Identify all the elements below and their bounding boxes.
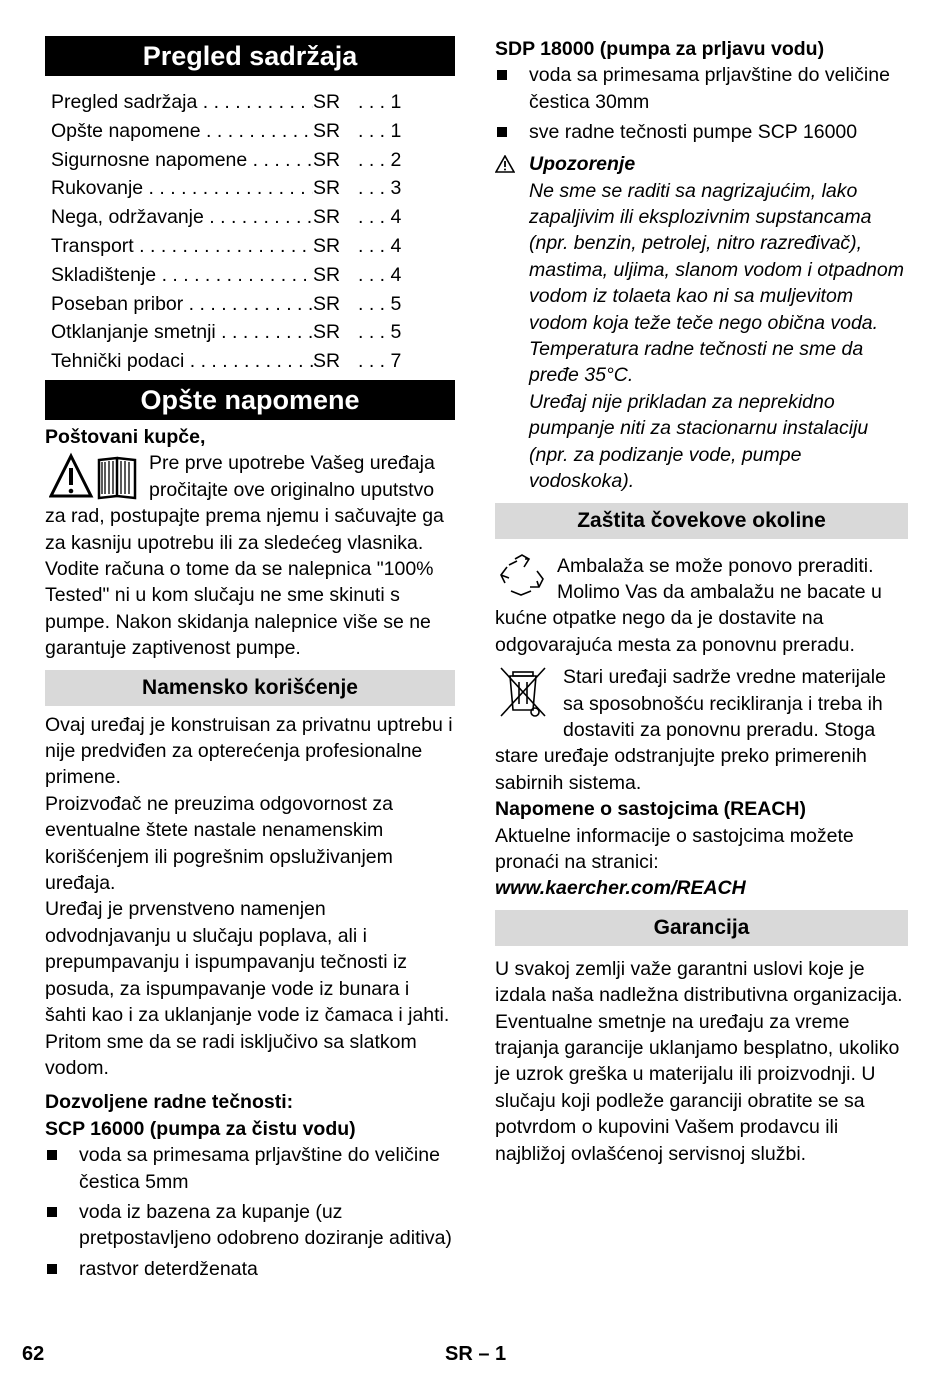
toc-page: . . . 1 xyxy=(358,91,402,113)
toc-row[interactable] xyxy=(51,117,455,146)
toc-heading: Pregled sadržaja xyxy=(45,36,455,76)
right-column xyxy=(495,36,908,1167)
env-block-1 xyxy=(495,553,908,659)
warning-header xyxy=(495,150,908,178)
toc-page: . . . 3 xyxy=(358,177,402,200)
toc-title: Tehnički podaci . . . xyxy=(51,347,313,376)
toc-title: Sigurnosne napomene . . . xyxy=(51,146,313,175)
toc-title: Pregled sadržaja . . . xyxy=(51,88,313,117)
warning-title: Upozorenje xyxy=(529,152,636,175)
toc-row[interactable] xyxy=(51,88,455,117)
list-item: sve radne tečnosti pumpe SCP 16000 xyxy=(495,119,908,145)
toc-page: . . . 2 xyxy=(358,148,402,171)
warranty-text: U svakoj zemlji važe garantni uslovi koje je izdala naša nadležna distributivna organizacija. Eventualne smetnje na uređaju za vreme trajanja garancije uklanjamo besplatno, ukoliko je uzrok greška u materijalu ili proizvodnji. U slučaju koji podleže garanciji obratite se sa potvrdom o kupovini Vašem prodavcu ili najbližoj ovlašćenoj servisnoj službi. xyxy=(495,957,903,1165)
toc-lang: SR xyxy=(313,148,341,171)
sdp-heading: SDP 18000 (pumpa za prljavu vodu) xyxy=(495,38,825,60)
toc-row[interactable] xyxy=(51,203,455,232)
toc-title: Otklanjanje smetnji . . . xyxy=(51,318,313,347)
reach-heading: Napomene o sastojcima (REACH) xyxy=(495,798,806,821)
env-p1: Ambalaža se može ponovo preraditi. Molimo Vas da ambalažu ne bacate u kućne otpatke nego da je dostavite na odgovarajuća mesta za ponovnu preradu. xyxy=(495,554,882,656)
toc-title: Opšte napomene . . . xyxy=(51,117,313,146)
left-column xyxy=(45,36,455,1286)
crossed-bin-icon xyxy=(497,664,549,720)
toc-lang: SR xyxy=(313,350,341,373)
warning-p2: Uređaj nije prikladan za neprekidno pumpanje niti za stacionarnu instalaciju (npr. za podizanje vode, pumpe vodoskoka). xyxy=(529,390,869,493)
toc-row[interactable] xyxy=(51,174,455,203)
toc-page: . . . 1 xyxy=(358,119,402,142)
warranty-heading: Garancija xyxy=(495,910,908,946)
env-p2: Stari uređaji sadrže vredne materijale sa sposobnošću recikliranja i treba ih dostaviti za ponovnu preradu. Stoga stare uređaje odstranjujte preko primerenih sabirnih sistema. xyxy=(495,666,886,794)
toc-title: Poseban pribor . . . xyxy=(51,290,313,319)
toc-lang: SR xyxy=(313,292,341,315)
table-of-contents xyxy=(51,88,455,376)
scp-list xyxy=(45,1142,455,1282)
intro-text: Pre prve upotrebe Vašeg uređaja pročitajte ove originalno uputstvo za rad, postupajte prema njemu i sačuvajte ga za kasniju upotrebu ili za sledećeg vlasnika. xyxy=(45,452,444,554)
general-heading: Opšte napomene xyxy=(45,380,455,420)
toc-page: . . . 4 xyxy=(358,263,402,286)
toc-row[interactable] xyxy=(51,261,455,290)
toc-page: . . . 5 xyxy=(358,292,402,315)
toc-lang: SR xyxy=(313,91,341,113)
list-item: voda sa primesama prljavštine do veličine čestica 30mm xyxy=(495,62,908,115)
toc-row[interactable] xyxy=(51,347,455,376)
toc-row[interactable] xyxy=(51,146,455,175)
toc-lang: SR xyxy=(313,119,341,142)
warning-icon xyxy=(495,155,515,173)
intended-p1: Ovaj uređaj je konstruisan za privatnu uptrebu i nije predviđen za opterećenja profesionalne primene. xyxy=(45,713,453,789)
list-item: voda iz bazena za kupanje (uz pretpostavljeno odobreno doziranje aditiva) xyxy=(45,1199,455,1252)
toc-row[interactable] xyxy=(51,318,455,347)
toc-title: Rukovanje . . . xyxy=(51,174,313,203)
toc-page: . . . 4 xyxy=(358,206,402,229)
warning-manual-icon xyxy=(49,452,143,502)
toc-title: Skladištenje . . . xyxy=(51,261,313,290)
toc-title: Nega, održavanje . . . xyxy=(51,203,313,232)
reach-link[interactable]: www.kaercher.com/REACH xyxy=(495,877,746,900)
toc-title: Transport . . . xyxy=(51,232,313,261)
toc-lang: SR xyxy=(313,321,341,344)
intended-heading: Namensko korišćenje xyxy=(45,670,455,706)
toc-lang: SR xyxy=(313,263,341,286)
intro-block xyxy=(45,450,455,556)
intended-p3: Uređaj je prvenstveno namenjen odvodnjavanju u slučaju poplava, ali i prepumpavanju i ispumpavanju tečnosti iz posuda, za ispumpavanje vode iz bunara i šahti kao i za uklanjanje vode iz čamaca i jahti. Pritom sme da se radi isključivo sa slatkom vodom. xyxy=(45,898,450,1079)
list-item: rastvor deterdženata xyxy=(45,1256,455,1282)
env-heading: Zaštita čovekove okoline xyxy=(495,503,908,539)
toc-page: . . . 5 xyxy=(358,321,402,344)
dear-customer: Poštovani kupče, xyxy=(45,425,206,448)
list-item: voda sa primesama prljavštine do veličine čestica 5mm xyxy=(45,1142,455,1195)
env-block-2 xyxy=(495,664,908,796)
scp-heading: SCP 16000 (pumpa za čistu vodu) xyxy=(45,1117,356,1140)
toc-lang: SR xyxy=(313,177,341,200)
section-label: SR – 1 xyxy=(445,1343,507,1365)
toc-row[interactable] xyxy=(51,232,455,261)
toc-page: . . . 7 xyxy=(358,350,402,373)
recycle-icon xyxy=(497,553,547,599)
reach-text: Aktuelne informacije o sastojcima možete pronaći na stranici: xyxy=(495,824,854,873)
warning-p1: Ne sme se raditi sa nagrizajućim, lako zapaljivim ili eksplozivnim supstancama (npr. benzin, petrolej, nitro razređivač), mastima, uljima, slanom vodom i otpadnom vodom iz tolaeta kao ni sa muljevitom vodom koja teže teče nego obična voda. Temperatura radne tečnosti ne sme da pređe 35°C. xyxy=(529,179,904,387)
toc-row[interactable] xyxy=(51,290,455,319)
tested-text: Vodite računa o tome da se nalepnica "100% Tested" ni u kom slučaju ne sme skinuti s pumpe. Nakon skidanja nalepnice više se ne garantuje zaptivenost pumpe. xyxy=(45,558,434,660)
sdp-list xyxy=(495,62,908,145)
fluids-heading: Dozvoljene radne tečnosti: xyxy=(45,1091,294,1114)
toc-lang: SR xyxy=(313,206,341,229)
page-number: 62 xyxy=(22,1343,45,1365)
toc-lang: SR xyxy=(313,234,341,257)
toc-page: . . . 4 xyxy=(358,234,402,257)
intended-p2: Proizvođač ne preuzima odgovornost za eventualne štete nastale nenamenskim korišćenjem ili pogrešnim opsluživanjem uređaja. xyxy=(45,792,393,895)
